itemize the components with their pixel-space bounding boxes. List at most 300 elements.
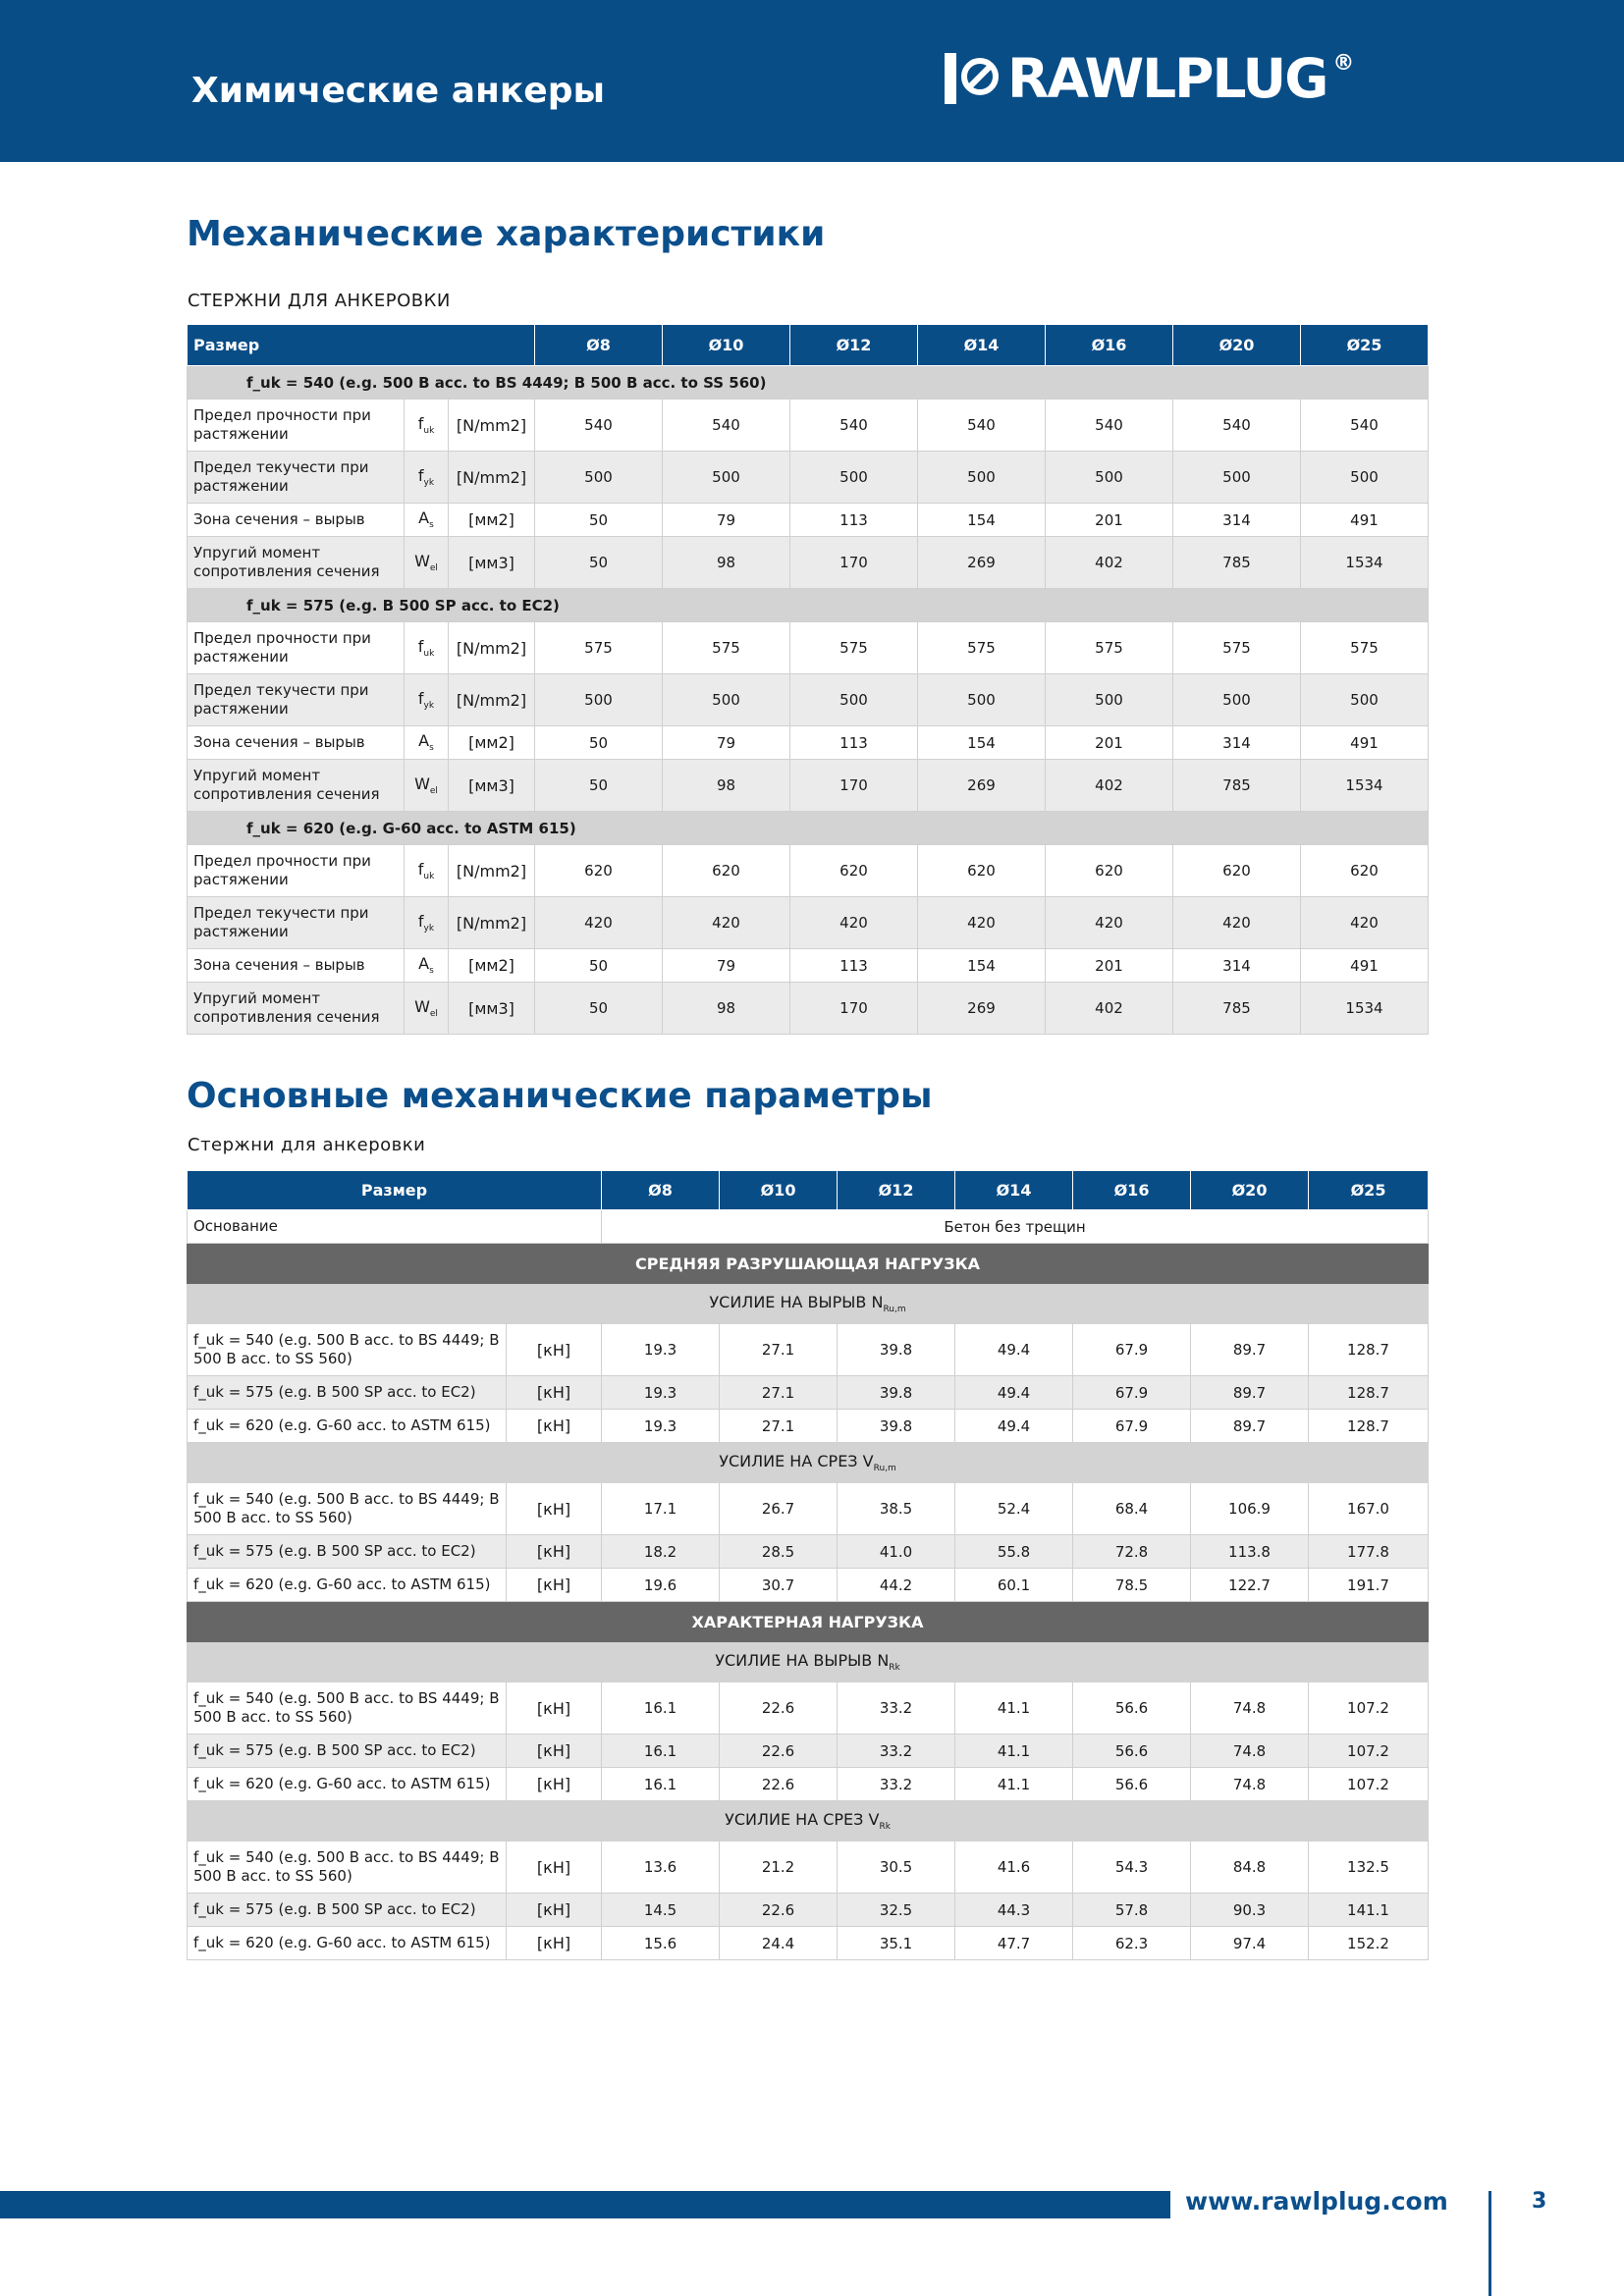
value-cell: 500 — [1046, 452, 1173, 504]
table-row — [188, 1324, 1429, 1376]
table-row — [188, 1927, 1429, 1960]
force-type-row — [188, 1443, 1429, 1483]
value-cell: 30.5 — [838, 1842, 955, 1894]
value-cell: 30.7 — [720, 1569, 838, 1602]
row-symbol — [405, 622, 449, 674]
group-row — [188, 366, 1429, 400]
row-unit: [N/mm2] — [449, 897, 535, 949]
value-cell: 41.0 — [838, 1535, 955, 1569]
value-cell: 98 — [663, 983, 790, 1035]
value-cell: 98 — [663, 760, 790, 812]
value-cell: 500 — [663, 452, 790, 504]
value-cell: 107.2 — [1309, 1682, 1429, 1735]
page-number: 3 — [1532, 2189, 1547, 2214]
symbol-subscript: yk — [423, 924, 435, 934]
value-cell: 620 — [918, 845, 1046, 897]
value-cell: 16.1 — [602, 1682, 720, 1735]
base-material-row — [188, 1210, 1429, 1244]
size-column-header: Ø25 — [1301, 325, 1429, 366]
value-cell: 128.7 — [1309, 1410, 1429, 1443]
value-cell: 575 — [790, 622, 918, 674]
value-cell: 33.2 — [838, 1768, 955, 1801]
value-cell: 74.8 — [1191, 1735, 1309, 1768]
value-cell: 22.6 — [720, 1735, 838, 1768]
table-row — [188, 760, 1429, 812]
value-cell: 56.6 — [1073, 1682, 1191, 1735]
row-unit: [мм2] — [449, 504, 535, 537]
symbol-letter: W — [414, 551, 430, 570]
section-subtitle-rods: СТЕРЖНИ ДЛЯ АНКЕРОВКИ — [188, 291, 451, 311]
force-type-subscript: Rk — [889, 1663, 900, 1674]
symbol-letter: A — [418, 731, 430, 751]
value-cell: 491 — [1301, 504, 1429, 537]
value-cell: 1534 — [1301, 537, 1429, 589]
value-cell: 491 — [1301, 726, 1429, 760]
value-cell: 38.5 — [838, 1483, 955, 1535]
value-cell: 17.1 — [602, 1483, 720, 1535]
value-cell: 13.6 — [602, 1842, 720, 1894]
value-cell: 79 — [663, 726, 790, 760]
row-symbol — [405, 400, 449, 452]
value-cell: 78.5 — [1073, 1569, 1191, 1602]
value-cell: 128.7 — [1309, 1376, 1429, 1410]
value-cell: 620 — [535, 845, 663, 897]
value-cell: 500 — [790, 674, 918, 726]
row-unit: [мм2] — [449, 949, 535, 983]
value-cell: 620 — [663, 845, 790, 897]
row-label: Предел прочности при растяжении — [188, 400, 405, 452]
force-type-text: УСИЛИЕ НА СРЕЗ V — [725, 1809, 880, 1829]
value-cell: 49.4 — [955, 1376, 1073, 1410]
value-cell: 500 — [1301, 674, 1429, 726]
value-cell: 575 — [1301, 622, 1429, 674]
value-cell: 22.6 — [720, 1768, 838, 1801]
value-cell: 420 — [1301, 897, 1429, 949]
value-cell: 49.4 — [955, 1324, 1073, 1376]
table-row — [188, 1535, 1429, 1569]
value-cell: 201 — [1046, 949, 1173, 983]
row-unit: [кН] — [507, 1894, 602, 1927]
size-column-header: Ø16 — [1046, 325, 1173, 366]
value-cell: 33.2 — [838, 1682, 955, 1735]
size-column-header: Ø20 — [1191, 1171, 1309, 1210]
row-unit: [кН] — [507, 1324, 602, 1376]
row-label: f_uk = 575 (e.g. B 500 SP acc. to EC2) — [188, 1535, 507, 1569]
row-unit: [N/mm2] — [449, 622, 535, 674]
value-cell: 72.8 — [1073, 1535, 1191, 1569]
value-cell: 128.7 — [1309, 1324, 1429, 1376]
value-cell: 154 — [918, 949, 1046, 983]
value-cell: 67.9 — [1073, 1376, 1191, 1410]
value-cell: 420 — [1173, 897, 1301, 949]
size-column-header: Ø14 — [955, 1171, 1073, 1210]
value-cell: 491 — [1301, 949, 1429, 983]
value-cell: 19.3 — [602, 1376, 720, 1410]
value-cell: 1534 — [1301, 983, 1429, 1035]
symbol-letter: A — [418, 954, 430, 974]
value-cell: 620 — [1173, 845, 1301, 897]
value-cell: 50 — [535, 949, 663, 983]
row-unit: [кН] — [507, 1535, 602, 1569]
table-row — [188, 726, 1429, 760]
row-unit: [N/mm2] — [449, 674, 535, 726]
symbol-letter: f — [417, 636, 424, 656]
value-cell: 314 — [1173, 949, 1301, 983]
row-label: Предел прочности при растяжении — [188, 622, 405, 674]
value-cell: 89.7 — [1191, 1410, 1309, 1443]
symbol-subscript: el — [429, 1009, 438, 1020]
row-label: Упругий момент сопротивления сечения — [188, 537, 405, 589]
value-cell: 39.8 — [838, 1324, 955, 1376]
value-cell: 49.4 — [955, 1410, 1073, 1443]
row-label: Зона сечения – вырыв — [188, 504, 405, 537]
section-title-basic-params: Основные механические параметры — [187, 1076, 933, 1116]
value-cell: 540 — [1046, 400, 1173, 452]
value-cell: 54.3 — [1073, 1842, 1191, 1894]
row-unit: [мм3] — [449, 760, 535, 812]
value-cell: 50 — [535, 760, 663, 812]
row-label: Предел текучести при растяжении — [188, 674, 405, 726]
size-column-header: Ø14 — [918, 325, 1046, 366]
row-label: f_uk = 540 (e.g. 500 B acc. to BS 4449; B 500 B acc. to SS 560) — [188, 1842, 507, 1894]
table-row — [188, 1735, 1429, 1768]
symbol-subscript: yk — [423, 478, 435, 489]
row-symbol — [405, 897, 449, 949]
value-cell: 41.1 — [955, 1735, 1073, 1768]
value-cell: 269 — [918, 760, 1046, 812]
value-cell: 60.1 — [955, 1569, 1073, 1602]
table-row — [188, 897, 1429, 949]
value-cell: 35.1 — [838, 1927, 955, 1960]
size-column-header: Ø20 — [1173, 325, 1301, 366]
table-header-row — [188, 325, 1429, 366]
value-cell: 19.6 — [602, 1569, 720, 1602]
row-label: f_uk = 540 (e.g. 500 B acc. to BS 4449; B 500 B acc. to SS 560) — [188, 1324, 507, 1376]
table-row — [188, 1410, 1429, 1443]
table-row — [188, 1682, 1429, 1735]
value-cell: 402 — [1046, 983, 1173, 1035]
value-cell: 113 — [790, 949, 918, 983]
value-cell: 420 — [1046, 897, 1173, 949]
value-cell: 122.7 — [1191, 1569, 1309, 1602]
value-cell: 500 — [663, 674, 790, 726]
value-cell: 27.1 — [720, 1324, 838, 1376]
basic-mechanical-parameters-table — [187, 1170, 1429, 1960]
rawlplug-plug-icon — [945, 51, 1003, 106]
value-cell: 785 — [1173, 537, 1301, 589]
row-label: Зона сечения – вырыв — [188, 726, 405, 760]
value-cell: 420 — [790, 897, 918, 949]
value-cell: 79 — [663, 504, 790, 537]
symbol-letter: f — [417, 911, 424, 931]
footer-bar — [0, 2191, 1170, 2218]
value-cell: 41.6 — [955, 1842, 1073, 1894]
symbol-subscript: el — [429, 786, 438, 797]
table-row — [188, 537, 1429, 589]
value-cell: 67.9 — [1073, 1324, 1191, 1376]
value-cell: 152.2 — [1309, 1927, 1429, 1960]
value-cell: 575 — [918, 622, 1046, 674]
value-cell: 26.7 — [720, 1483, 838, 1535]
value-cell: 500 — [1173, 452, 1301, 504]
value-cell: 1534 — [1301, 760, 1429, 812]
row-label: Упругий момент сопротивления сечения — [188, 983, 405, 1035]
value-cell: 170 — [790, 537, 918, 589]
force-type-text: УСИЛИЕ НА ВЫРЫВ N — [709, 1292, 884, 1311]
load-type-row — [188, 1244, 1429, 1284]
row-symbol — [405, 504, 449, 537]
section-subtitle-rods-2: Стержни для анкеровки — [188, 1135, 426, 1155]
value-cell: 420 — [535, 897, 663, 949]
value-cell: 177.8 — [1309, 1535, 1429, 1569]
value-cell: 50 — [535, 726, 663, 760]
row-unit: [N/mm2] — [449, 845, 535, 897]
row-unit: [N/mm2] — [449, 452, 535, 504]
symbol-subscript: uk — [423, 426, 435, 437]
value-cell: 132.5 — [1309, 1842, 1429, 1894]
row-unit: [кН] — [507, 1483, 602, 1535]
row-unit: [кН] — [507, 1927, 602, 1960]
row-unit: [N/mm2] — [449, 400, 535, 452]
value-cell: 191.7 — [1309, 1569, 1429, 1602]
value-cell: 39.8 — [838, 1376, 955, 1410]
value-cell: 32.5 — [838, 1894, 955, 1927]
table-row — [188, 949, 1429, 983]
mechanical-characteristics-table — [187, 324, 1429, 1035]
row-symbol — [405, 674, 449, 726]
value-cell: 55.8 — [955, 1535, 1073, 1569]
row-unit: [кН] — [507, 1842, 602, 1894]
value-cell: 540 — [535, 400, 663, 452]
force-type-subscript: Ru,m — [873, 1464, 896, 1474]
force-type-title — [188, 1642, 1429, 1682]
row-unit: [мм3] — [449, 537, 535, 589]
value-cell: 500 — [1301, 452, 1429, 504]
value-cell: 540 — [1173, 400, 1301, 452]
table-row — [188, 983, 1429, 1035]
row-unit: [мм2] — [449, 726, 535, 760]
group-row — [188, 589, 1429, 622]
value-cell: 44.3 — [955, 1894, 1073, 1927]
header-title: Химические анкеры — [191, 71, 606, 111]
force-type-subscript: Rk — [879, 1822, 891, 1833]
symbol-subscript: el — [429, 563, 438, 574]
value-cell: 19.3 — [602, 1324, 720, 1376]
value-cell: 97.4 — [1191, 1927, 1309, 1960]
table-row — [188, 845, 1429, 897]
value-cell: 21.2 — [720, 1842, 838, 1894]
group-title: f_uk = 540 (e.g. 500 B acc. to BS 4449; B 500 B acc. to SS 560) — [188, 366, 1429, 400]
value-cell: 500 — [1173, 674, 1301, 726]
table-header-row — [188, 1171, 1429, 1210]
table-row — [188, 452, 1429, 504]
row-label: f_uk = 620 (e.g. G-60 acc. to ASTM 615) — [188, 1569, 507, 1602]
value-cell: 16.1 — [602, 1768, 720, 1801]
row-symbol — [405, 726, 449, 760]
value-cell: 201 — [1046, 726, 1173, 760]
value-cell: 113.8 — [1191, 1535, 1309, 1569]
size-column-header: Ø8 — [535, 325, 663, 366]
row-symbol — [405, 760, 449, 812]
row-label: f_uk = 620 (e.g. G-60 acc. to ASTM 615) — [188, 1768, 507, 1801]
value-cell: 27.1 — [720, 1410, 838, 1443]
row-label: f_uk = 575 (e.g. B 500 SP acc. to EC2) — [188, 1735, 507, 1768]
value-cell: 500 — [535, 674, 663, 726]
value-cell: 16.1 — [602, 1735, 720, 1768]
rawlplug-logo — [945, 46, 1355, 110]
value-cell: 33.2 — [838, 1735, 955, 1768]
row-label: f_uk = 620 (e.g. G-60 acc. to ASTM 615) — [188, 1927, 507, 1960]
value-cell: 28.5 — [720, 1535, 838, 1569]
row-unit: [кН] — [507, 1376, 602, 1410]
value-cell: 113 — [790, 504, 918, 537]
value-cell: 19.3 — [602, 1410, 720, 1443]
symbol-letter: A — [418, 508, 430, 528]
table-row — [188, 1894, 1429, 1927]
value-cell: 14.5 — [602, 1894, 720, 1927]
value-cell: 89.7 — [1191, 1324, 1309, 1376]
value-cell: 50 — [535, 504, 663, 537]
value-cell: 154 — [918, 504, 1046, 537]
value-cell: 106.9 — [1191, 1483, 1309, 1535]
symbol-subscript: uk — [423, 872, 435, 882]
value-cell: 575 — [535, 622, 663, 674]
symbol-subscript: s — [429, 966, 434, 977]
force-type-row — [188, 1642, 1429, 1682]
value-cell: 540 — [663, 400, 790, 452]
row-label: f_uk = 575 (e.g. B 500 SP acc. to EC2) — [188, 1894, 507, 1927]
value-cell: 113 — [790, 726, 918, 760]
value-cell: 201 — [1046, 504, 1173, 537]
value-cell: 84.8 — [1191, 1842, 1309, 1894]
group-row — [188, 812, 1429, 845]
row-unit: [мм3] — [449, 983, 535, 1035]
row-label: f_uk = 575 (e.g. B 500 SP acc. to EC2) — [188, 1376, 507, 1410]
value-cell: 47.7 — [955, 1927, 1073, 1960]
registered-mark: ® — [1332, 50, 1355, 76]
value-cell: 107.2 — [1309, 1768, 1429, 1801]
value-cell: 500 — [790, 452, 918, 504]
table-row — [188, 1483, 1429, 1535]
symbol-subscript: uk — [423, 649, 435, 660]
value-cell: 540 — [790, 400, 918, 452]
footer-url-link[interactable]: www.rawlplug.com — [1185, 2187, 1448, 2216]
footer-separator — [1489, 2191, 1491, 2296]
base-material-label: Основание — [188, 1210, 602, 1244]
value-cell: 24.4 — [720, 1927, 838, 1960]
value-cell: 420 — [663, 897, 790, 949]
force-type-text: УСИЛИЕ НА ВЫРЫВ N — [715, 1650, 890, 1670]
value-cell: 89.7 — [1191, 1376, 1309, 1410]
row-unit: [кН] — [507, 1735, 602, 1768]
size-column-header: Ø12 — [790, 325, 918, 366]
group-title: f_uk = 620 (e.g. G-60 acc. to ASTM 615) — [188, 812, 1429, 845]
value-cell: 50 — [535, 537, 663, 589]
table-row — [188, 400, 1429, 452]
row-label: Предел текучести при растяжении — [188, 897, 405, 949]
value-cell: 500 — [1046, 674, 1173, 726]
size-column-header: Ø10 — [720, 1171, 838, 1210]
table-row — [188, 674, 1429, 726]
load-type-title: СРЕДНЯЯ РАЗРУШАЮЩАЯ НАГРУЗКА — [188, 1244, 1429, 1284]
value-cell: 27.1 — [720, 1376, 838, 1410]
value-cell: 62.3 — [1073, 1927, 1191, 1960]
section-title-mechanical: Механические характеристики — [187, 214, 826, 254]
value-cell: 402 — [1046, 537, 1173, 589]
value-cell: 57.8 — [1073, 1894, 1191, 1927]
table-row — [188, 1768, 1429, 1801]
value-cell: 575 — [663, 622, 790, 674]
value-cell: 540 — [1301, 400, 1429, 452]
size-column-header: Ø12 — [838, 1171, 955, 1210]
row-symbol — [405, 949, 449, 983]
value-cell: 90.3 — [1191, 1894, 1309, 1927]
value-cell: 98 — [663, 537, 790, 589]
row-label: Зона сечения – вырыв — [188, 949, 405, 983]
table-row — [188, 1569, 1429, 1602]
table-row — [188, 1842, 1429, 1894]
value-cell: 39.8 — [838, 1410, 955, 1443]
force-type-text: УСИЛИЕ НА СРЕЗ V — [719, 1451, 874, 1470]
size-column-header: Ø16 — [1073, 1171, 1191, 1210]
value-cell: 74.8 — [1191, 1682, 1309, 1735]
value-cell: 314 — [1173, 726, 1301, 760]
value-cell: 74.8 — [1191, 1768, 1309, 1801]
value-cell: 67.9 — [1073, 1410, 1191, 1443]
brand-wordmark: RAWLPLUG — [1007, 46, 1327, 110]
load-type-row — [188, 1602, 1429, 1642]
row-unit: [кН] — [507, 1682, 602, 1735]
value-cell: 167.0 — [1309, 1483, 1429, 1535]
value-cell: 420 — [918, 897, 1046, 949]
value-cell: 44.2 — [838, 1569, 955, 1602]
value-cell: 620 — [790, 845, 918, 897]
value-cell: 575 — [1046, 622, 1173, 674]
value-cell: 154 — [918, 726, 1046, 760]
table-row — [188, 1376, 1429, 1410]
row-symbol — [405, 983, 449, 1035]
row-unit: [кН] — [507, 1569, 602, 1602]
value-cell: 68.4 — [1073, 1483, 1191, 1535]
table-row — [188, 504, 1429, 537]
value-cell: 540 — [918, 400, 1046, 452]
group-title: f_uk = 575 (e.g. B 500 SP acc. to EC2) — [188, 589, 1429, 622]
value-cell: 22.6 — [720, 1682, 838, 1735]
table-row — [188, 622, 1429, 674]
page-header — [0, 0, 1624, 162]
value-cell: 141.1 — [1309, 1894, 1429, 1927]
row-symbol — [405, 452, 449, 504]
force-type-row — [188, 1801, 1429, 1842]
value-cell: 620 — [1301, 845, 1429, 897]
symbol-subscript: yk — [423, 701, 435, 712]
row-symbol — [405, 537, 449, 589]
value-cell: 170 — [790, 983, 918, 1035]
value-cell: 402 — [1046, 760, 1173, 812]
force-type-title — [188, 1284, 1429, 1324]
value-cell: 107.2 — [1309, 1735, 1429, 1768]
load-type-title: ХАРАКТЕРНАЯ НАГРУЗКА — [188, 1602, 1429, 1642]
value-cell: 575 — [1173, 622, 1301, 674]
value-cell: 79 — [663, 949, 790, 983]
symbol-letter: f — [417, 859, 424, 879]
value-cell: 18.2 — [602, 1535, 720, 1569]
row-unit: [кН] — [507, 1768, 602, 1801]
value-cell: 500 — [918, 452, 1046, 504]
row-label: f_uk = 540 (e.g. 500 B acc. to BS 4449; B 500 B acc. to SS 560) — [188, 1682, 507, 1735]
row-label: f_uk = 540 (e.g. 500 B acc. to BS 4449; B 500 B acc. to SS 560) — [188, 1483, 507, 1535]
value-cell: 15.6 — [602, 1927, 720, 1960]
